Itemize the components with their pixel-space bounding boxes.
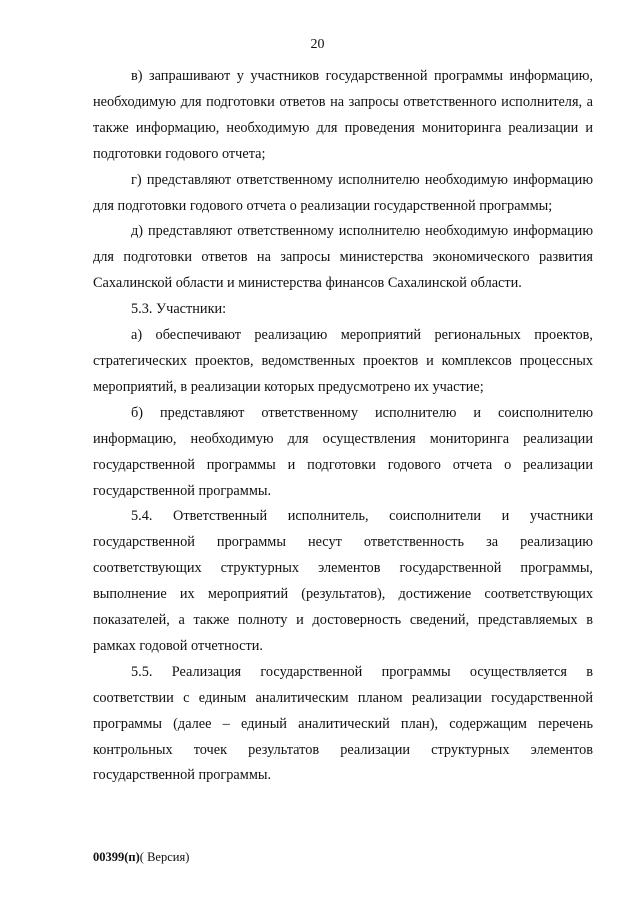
paragraph-g: г) представляют ответственному исполнителю необходимую информацию для подготовки годового отчета о реализации государственной программы; xyxy=(93,171,593,214)
version-label: ( Версия) xyxy=(139,850,190,864)
section-heading-5-3: 5.3. Участники: xyxy=(131,301,227,318)
document-code: 00399(п) xyxy=(93,850,140,864)
paragraph-d: д) представляют ответственному исполнителю необходимую информацию для подготовки ответов на запросы министерства экономического развития Сахалинской области и министерства финансов Сахалинской области. xyxy=(93,223,593,292)
paragraph-5-5: 5.5. Реализация государственной программы осуществляется в соответствии с единым аналитическим планом реализации государственной программы (далее – единый аналитический план), содержащим перечень контрольных точек результатов реализации структурных элементов государственной программы. xyxy=(93,663,593,784)
paragraph-v: в) запрашивают у участников государственной программы информацию, необходимую для подготовки ответов на запросы ответственного исполнителя, а также информацию, необходимую для проведения мониторинга реализации и подготовки годового отчета; xyxy=(93,68,593,162)
paragraph-5-4: 5.4. Ответственный исполнитель, соисполнители и участники государственной программы несут ответственность за реализацию соответствующих структурных элементов государственной программы, выполнение их мероприятий (результатов), достижение соответствующих показателей, а также полноту и достоверность сведений, представляемых в рамках годовой отчетности. xyxy=(93,508,593,654)
document-body xyxy=(93,64,593,789)
document-footer xyxy=(93,850,189,865)
page-number: 20 xyxy=(310,37,325,52)
paragraph-a: а) обеспечивают реализацию мероприятий региональных проектов, стратегических проектов, ведомственных проектов и комплексов процессных мероприятий, в реализации которых предусмотрено их участие; xyxy=(93,327,593,395)
paragraph-b: б) представляют ответственному исполнителю и соисполнителю информацию, необходимую для осуществления мониторинга реализации государственной программы и подготовки годового отчета о реализации государственной программы. xyxy=(93,404,593,499)
